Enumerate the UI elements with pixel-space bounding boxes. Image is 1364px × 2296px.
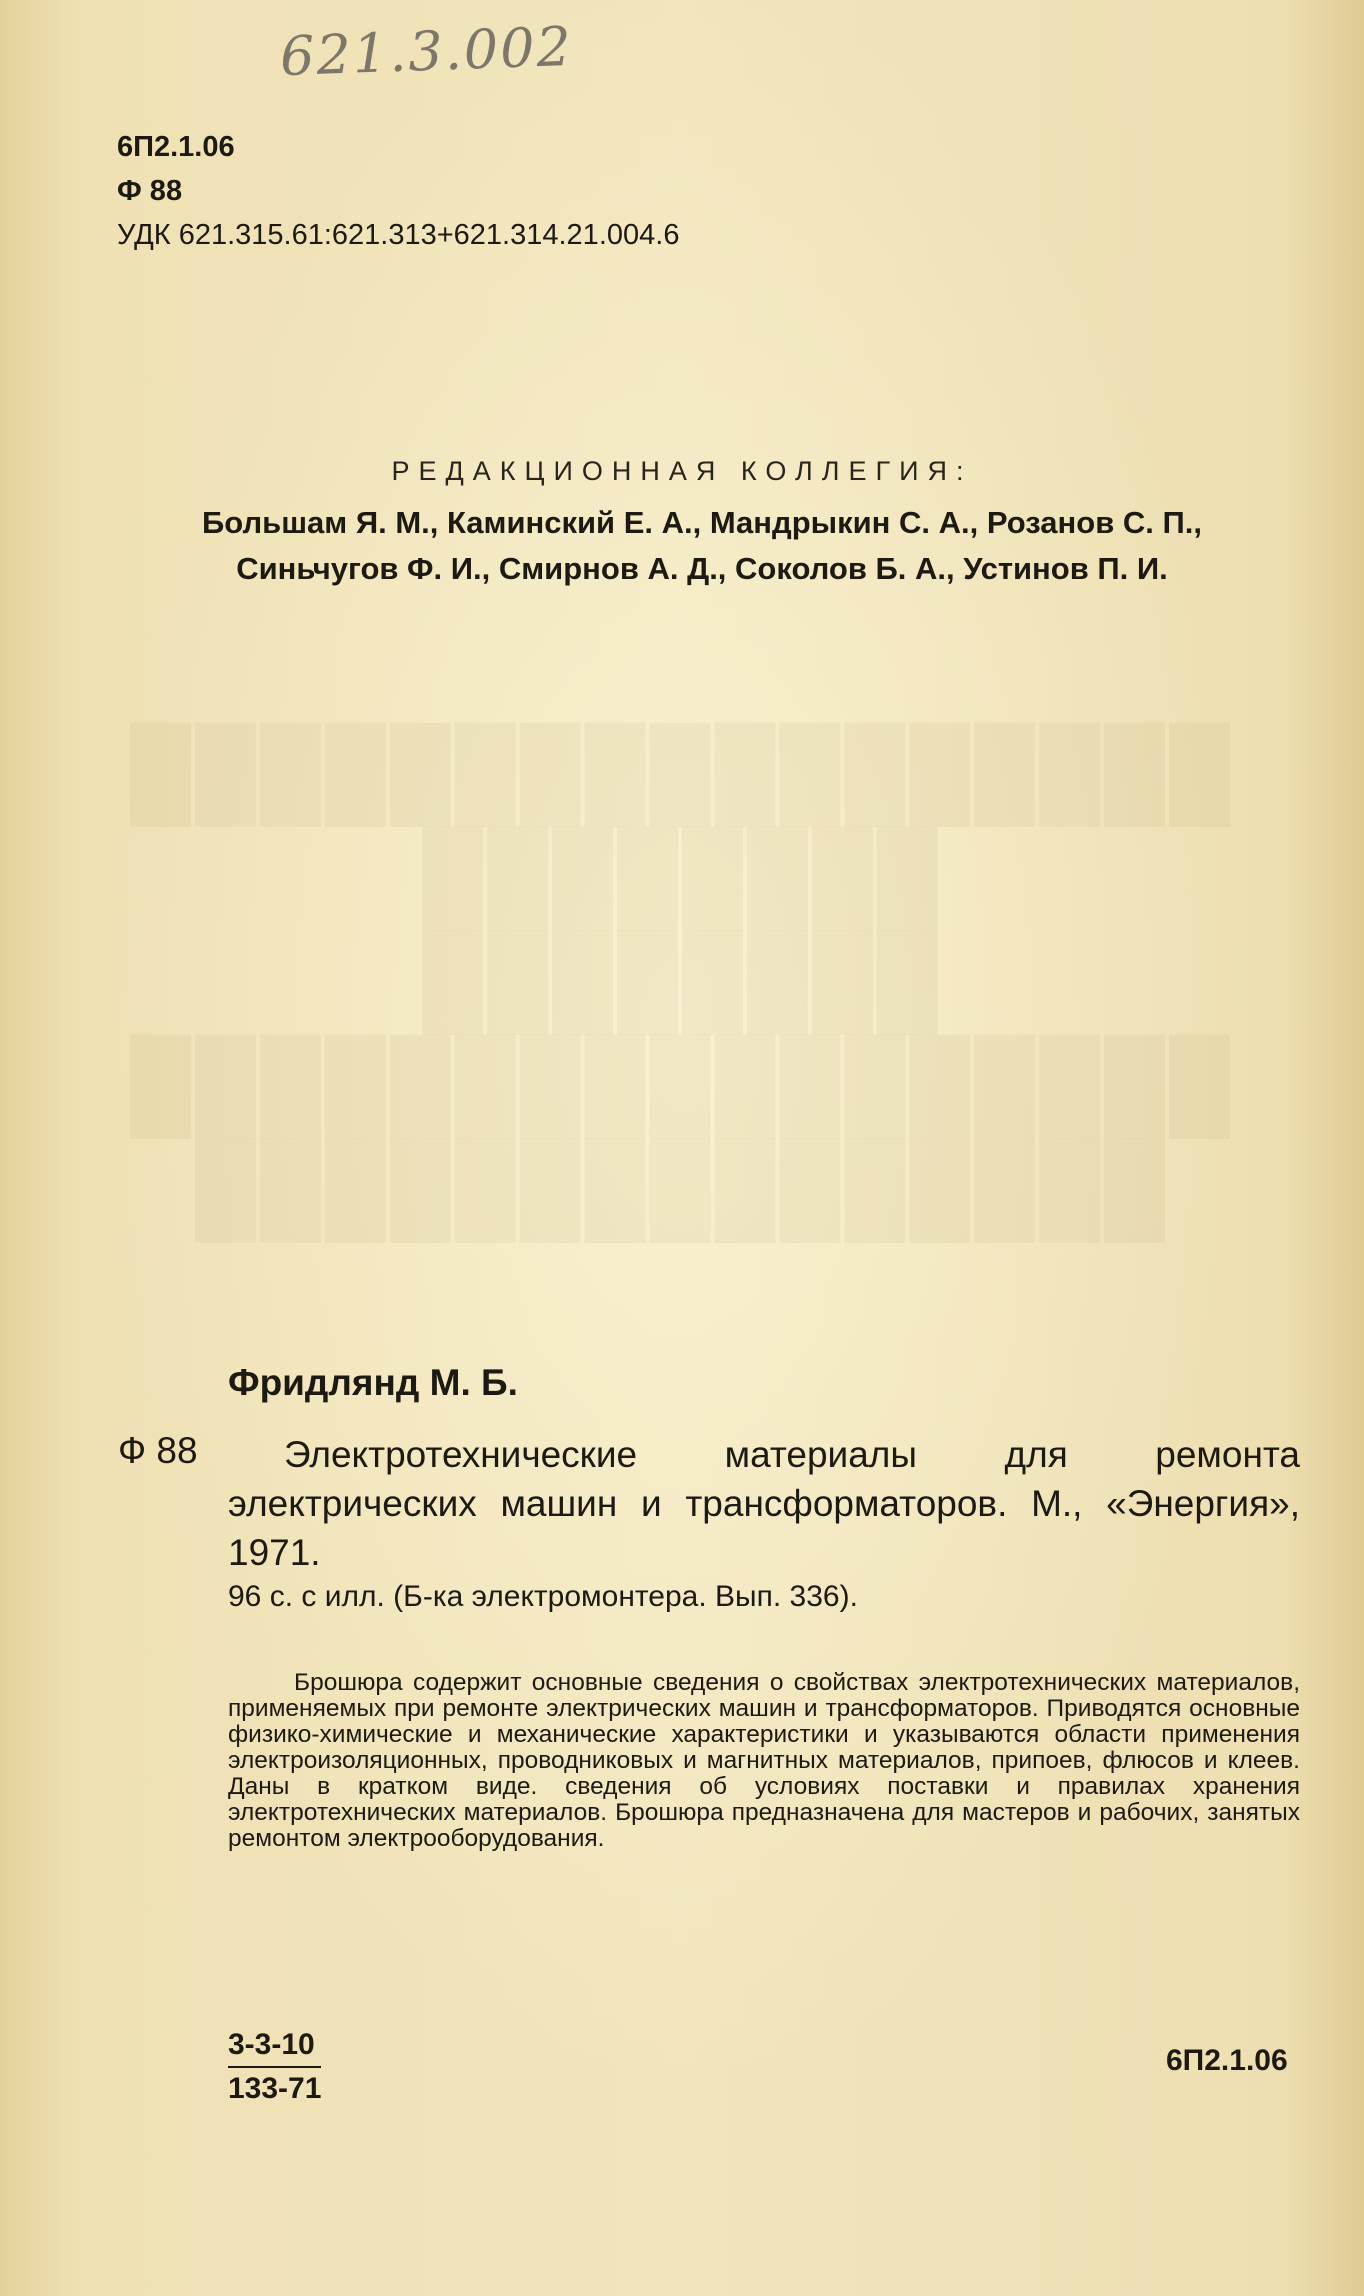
bibliographic-index: Ф 88 [118,1430,198,1471]
editorial-board-names [100,500,1304,592]
abstract-paragraph: Брошюра содержит основные сведения о свойствах электротехнических материалов, применяемых при ремонте электрических машин и трансформаторов. Приводятся основные физико-химические и механические характеристики и указываются области применения электроизоляционных, проводниковых и магнитных материалов, припоев, флюсов и клеев. Даны в кратком виде. сведения об условиях поставки и правилах хранения электротехнических материалов. Брошюра предназначена для мастеров и рабочих, занятых ремонтом электрооборудования. [228,1669,1300,1852]
bbk-index: 6П2.1.06 [117,131,235,163]
bbk-index-bottom: 6П2.1.06 [1166,2044,1288,2077]
editorial-board-title: РЕДАКЦИОННАЯ КОЛЛЕГИЯ: [391,456,973,486]
author-name: Фридлянд М. Б. [228,1362,518,1403]
classification-block [117,125,679,257]
show-through-ghost: █████████████████ ████████ ████████ █████████████████ ███████████████ [130,724,1234,1236]
udk-code: УДК 621.315.61:621.313+621.314.21.004.6 [117,219,680,251]
editorial-board-line: Большам Я. М., Каминский Е. А., Мандрыкин С. А., Розанов С. П., [202,505,1202,540]
publisher-code-denominator: 133-71 [228,2072,322,2105]
publisher-code-numerator: 3-3-10 [228,2026,321,2068]
author-sign: Ф 88 [117,175,183,207]
pages-series-note: 96 с. с илл. (Б-ка электромонтера. Вып. 336). [228,1580,858,1613]
book-title-entry: Электротехнические материалы для ремонта электрических машин и трансформаторов. М., «Энергия», 1971. [228,1434,1300,1573]
editorial-board-line: Синьчугов Ф. И., Смирнов А. Д., Соколов Б. А., Устинов П. И. [236,551,1168,586]
handwritten-call-number: 621.3.002 [278,14,574,89]
publisher-code [228,2026,321,2108]
